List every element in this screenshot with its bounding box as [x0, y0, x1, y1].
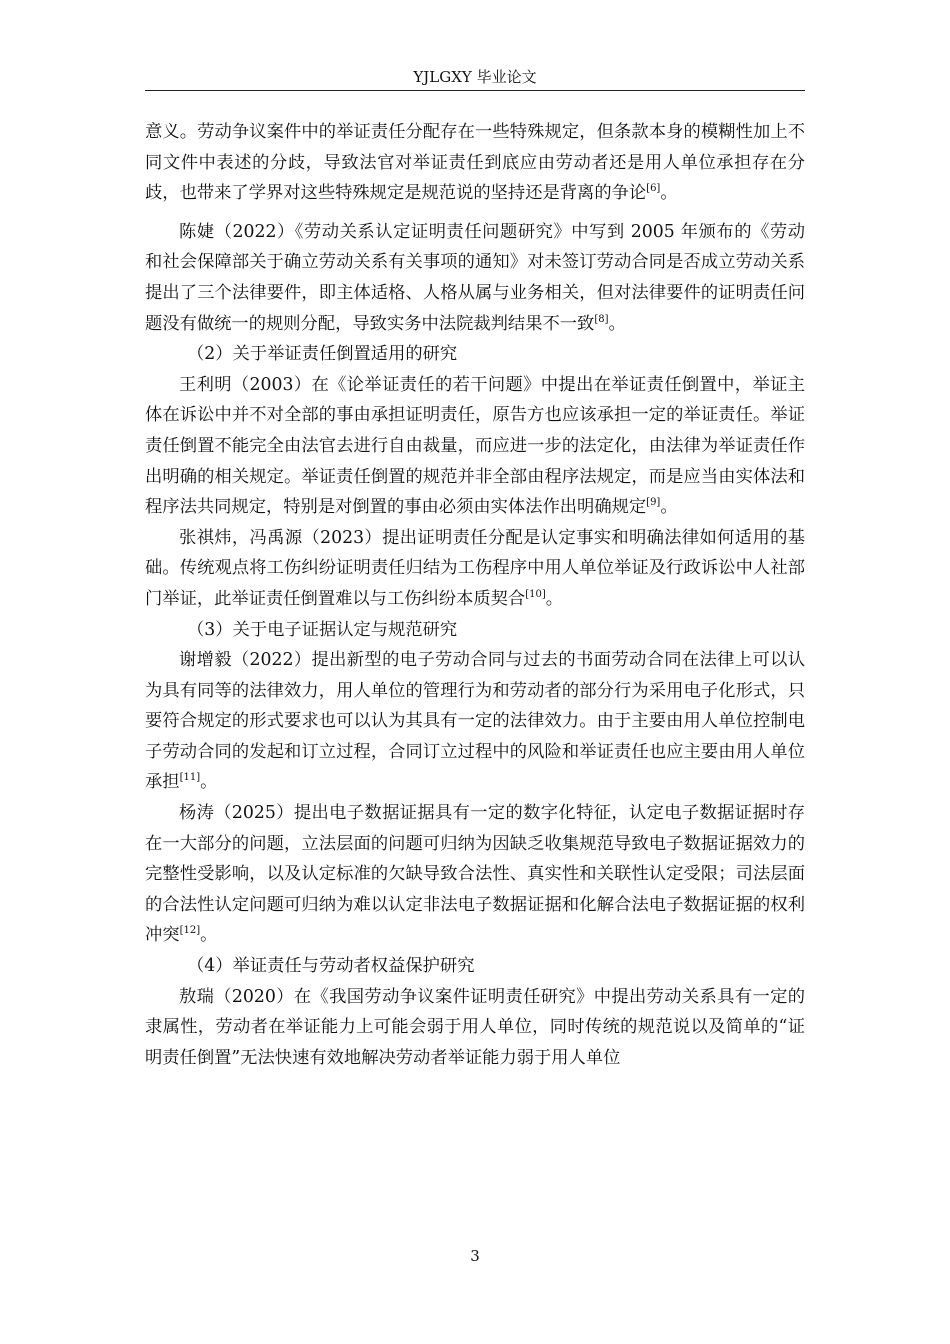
paragraph-xie: 谢增毅（2022）提出新型的电子劳动合同与过去的书面劳动合同在法律上可以认为具有同等的法律效力，用人单位的管理行为和劳动者的部分行为采用电子化形式，只要符合规定的形式要求也可以认为其具有一定的法律效力。由于主要由用人单位控制电子劳动合同的发起和订立过程，合同订立过程中的风险和举证责任也应主要由用人单位承担[11]。 — [145, 650, 805, 793]
citation: [10] — [525, 589, 546, 601]
paragraph-wang: 王利明（2003）在《论举证责任的若干问题》中提出在举证责任倒置中，举证主体在诉讼中并不对全部的事由承担证明责任，原告方也应该承担一定的举证责任。举证责任倒置不能完全由法官去进行自由裁量，而应进一步的法定化，由法律为举证责任作出明确的相关规定。举证责任倒置的规范并非全部由程序法规定，而是应当由实体法和程序法共同规定，特别是对倒置的事由必须由实体法作出明确规定[9]。 — [145, 374, 805, 518]
citation: [8] — [594, 313, 609, 325]
paragraph-ao: 敖瑞（2020）在《我国劳动争议案件证明责任研究》中提出劳动关系具有一定的隶属性，劳动者在举证能力上可能会弱于用人单位，同时传统的规范说以及简单的“证明责任倒置”无法快速有效地解决劳动者举证能力弱于用人单位 — [145, 986, 805, 1068]
page-footer — [0, 1247, 950, 1265]
paragraph-yang: 杨涛（2025）提出电子数据证据具有一定的数字化特征，认定电子数据证据时存在一大部分的问题，立法层面的问题可归纳为因缺乏收集规范导致电子数据证据效力的完整性受影响，以及认定标准的欠缺导致合法性、真实性和关联性认定受限；司法层面的合法性认定问题可归纳为难以认定非法电子数据证据和化解合法电子数据证据的权利冲突[12]。 — [145, 803, 805, 946]
paragraph-zhang: 张祺炜，冯禹源（2023）提出证明责任分配是认定事实和明确法律如何适用的基础。传统观点将工伤纠纷证明责任归结为工伤程序中用人单位举证及行政诉讼中人社部门举证，此举证责任倒置难以与工伤纠纷本质契合[10]。 — [145, 527, 805, 609]
page-header — [145, 64, 805, 91]
page-number: 3 — [470, 1247, 480, 1265]
section-heading: （3）关于电子证据认定与规范研究 — [187, 619, 458, 640]
section-heading: （2）关于举证责任倒置适用的研究 — [187, 344, 458, 365]
section-heading: （4）举证责任与劳动者权益保护研究 — [187, 956, 475, 977]
paragraph-chen: 陈婕（2022）《劳动关系认定证明责任问题研究》中写到 2005 年颁布的《劳动和社会保障部关于确立劳动关系有关事项的通知》对未签订劳动合同是否成立劳动关系提出了三个法律要件，即主体适格、人格从属与业务相关，但对法律要件的证明责任问题没有做统一的规则分配，导致实务中法院裁判结果不一致[8]。 — [145, 221, 805, 334]
citation: [11] — [179, 772, 201, 784]
body-text — [145, 117, 805, 1073]
citation: [12] — [179, 925, 201, 937]
header-title: YJLGXY 毕业论文 — [413, 68, 537, 86]
paragraph-continuation: 意义。劳动争议案件中的举证责任分配存在一些特殊规定，但条款本身的模糊性加上不同文件中表述的分歧，导致法官对举证责任到底应由劳动者还是用人单位承担存在分歧，也带来了学界对这些特殊规定是规范说的坚持还是背离的争论[6]。 — [145, 122, 805, 204]
citation: [6] — [646, 183, 661, 195]
citation: [9] — [646, 497, 661, 509]
